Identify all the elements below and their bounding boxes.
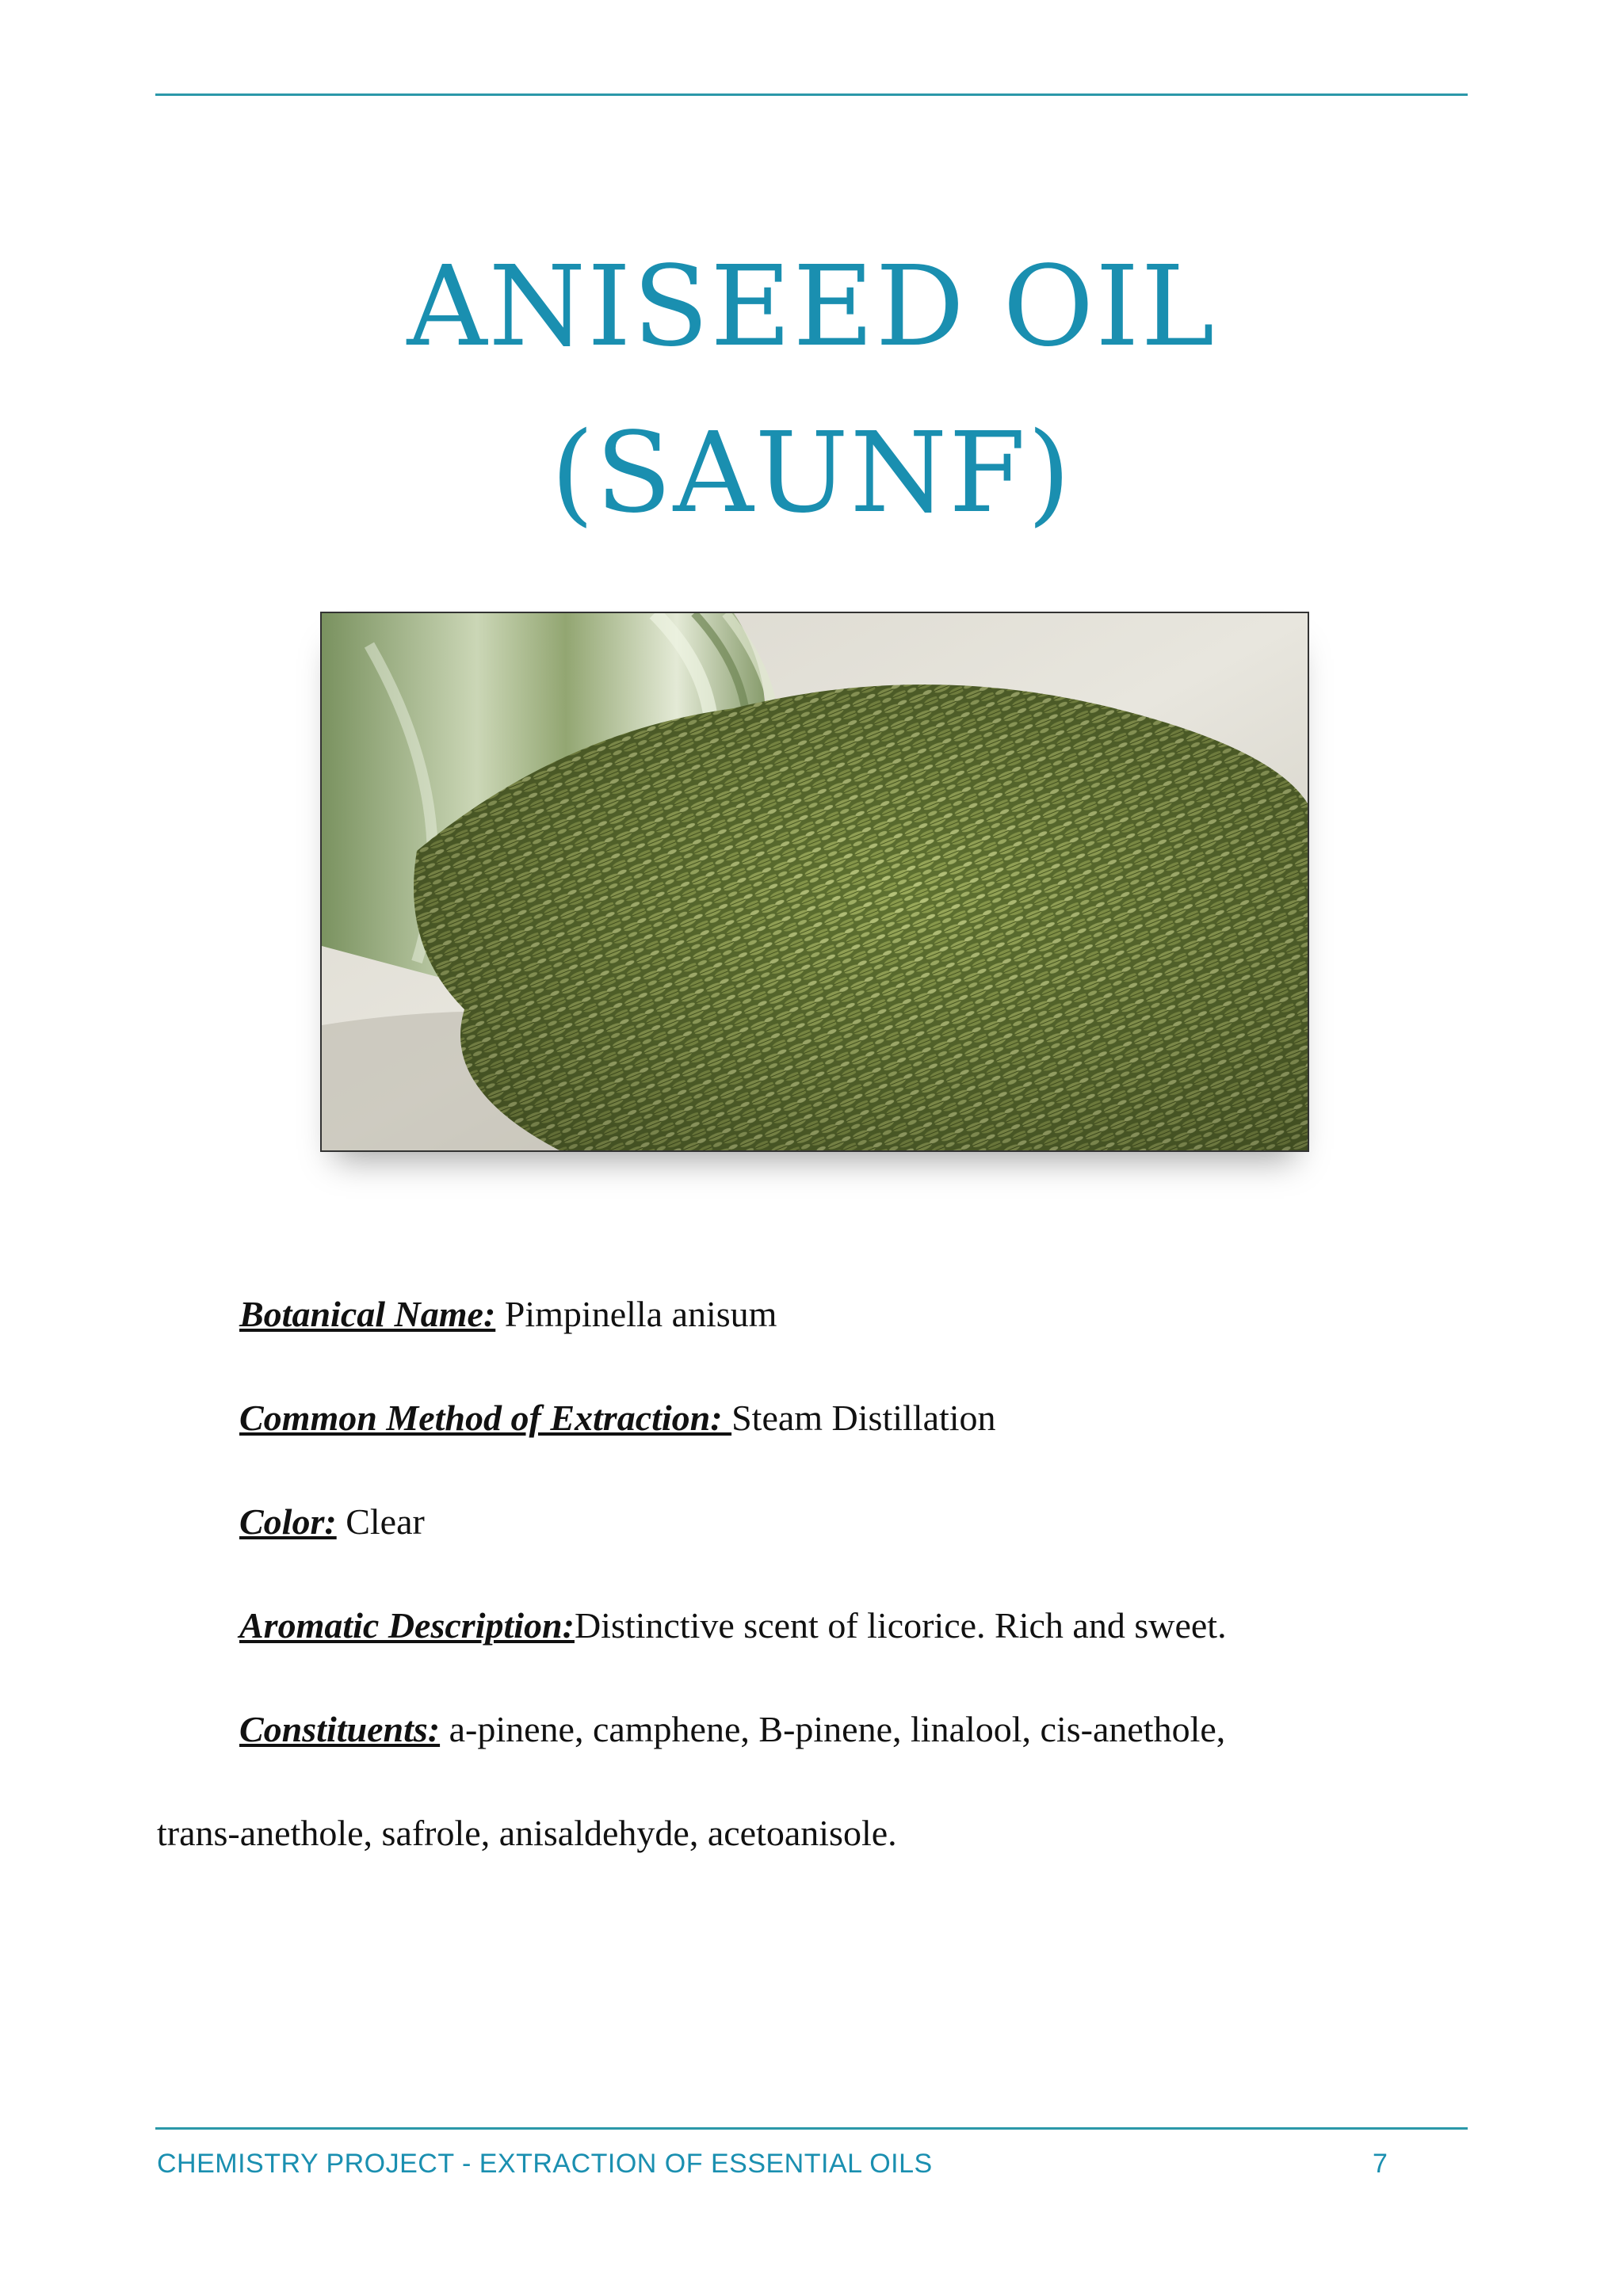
color-label: Color: [239, 1501, 337, 1542]
extraction-method-row [239, 1397, 996, 1439]
aromatic-description-row [239, 1604, 1227, 1646]
page-title-line-1: ANISEED OIL [407, 242, 1216, 372]
constituents-value: a-pinene, camphene, B-pinene, linalool, cis-anethole, [440, 1709, 1226, 1749]
page-title-line-2: (SAUNF) [551, 409, 1072, 538]
botanical-name-value: Pimpinella anisum [495, 1294, 777, 1334]
header-rule [155, 93, 1468, 96]
fennel-seeds-photo [320, 612, 1309, 1152]
footer-rule [155, 2127, 1468, 2130]
aromatic-description-label: Aromatic Description: [239, 1605, 575, 1646]
color-row [239, 1501, 425, 1543]
constituents-continuation: trans-anethole, safrole, anisaldehyde, acetoanisole. [157, 1813, 897, 1853]
botanical-name-row [239, 1293, 777, 1335]
extraction-method-value: Steam Distillation [731, 1398, 996, 1438]
constituents-row [239, 1708, 1225, 1750]
aromatic-description-value: Distinctive scent of licorice. Rich and sweet. [574, 1605, 1227, 1646]
constituents-label: Constituents: [239, 1709, 441, 1749]
page-number: 7 [1373, 2149, 1388, 2179]
color-value: Clear [336, 1501, 425, 1542]
footer-title: CHEMISTRY PROJECT - EXTRACTION OF ESSENTIAL OILS [157, 2149, 933, 2179]
extraction-method-label: Common Method of Extraction: [239, 1398, 732, 1438]
botanical-name-label: Botanical Name: [239, 1294, 496, 1334]
